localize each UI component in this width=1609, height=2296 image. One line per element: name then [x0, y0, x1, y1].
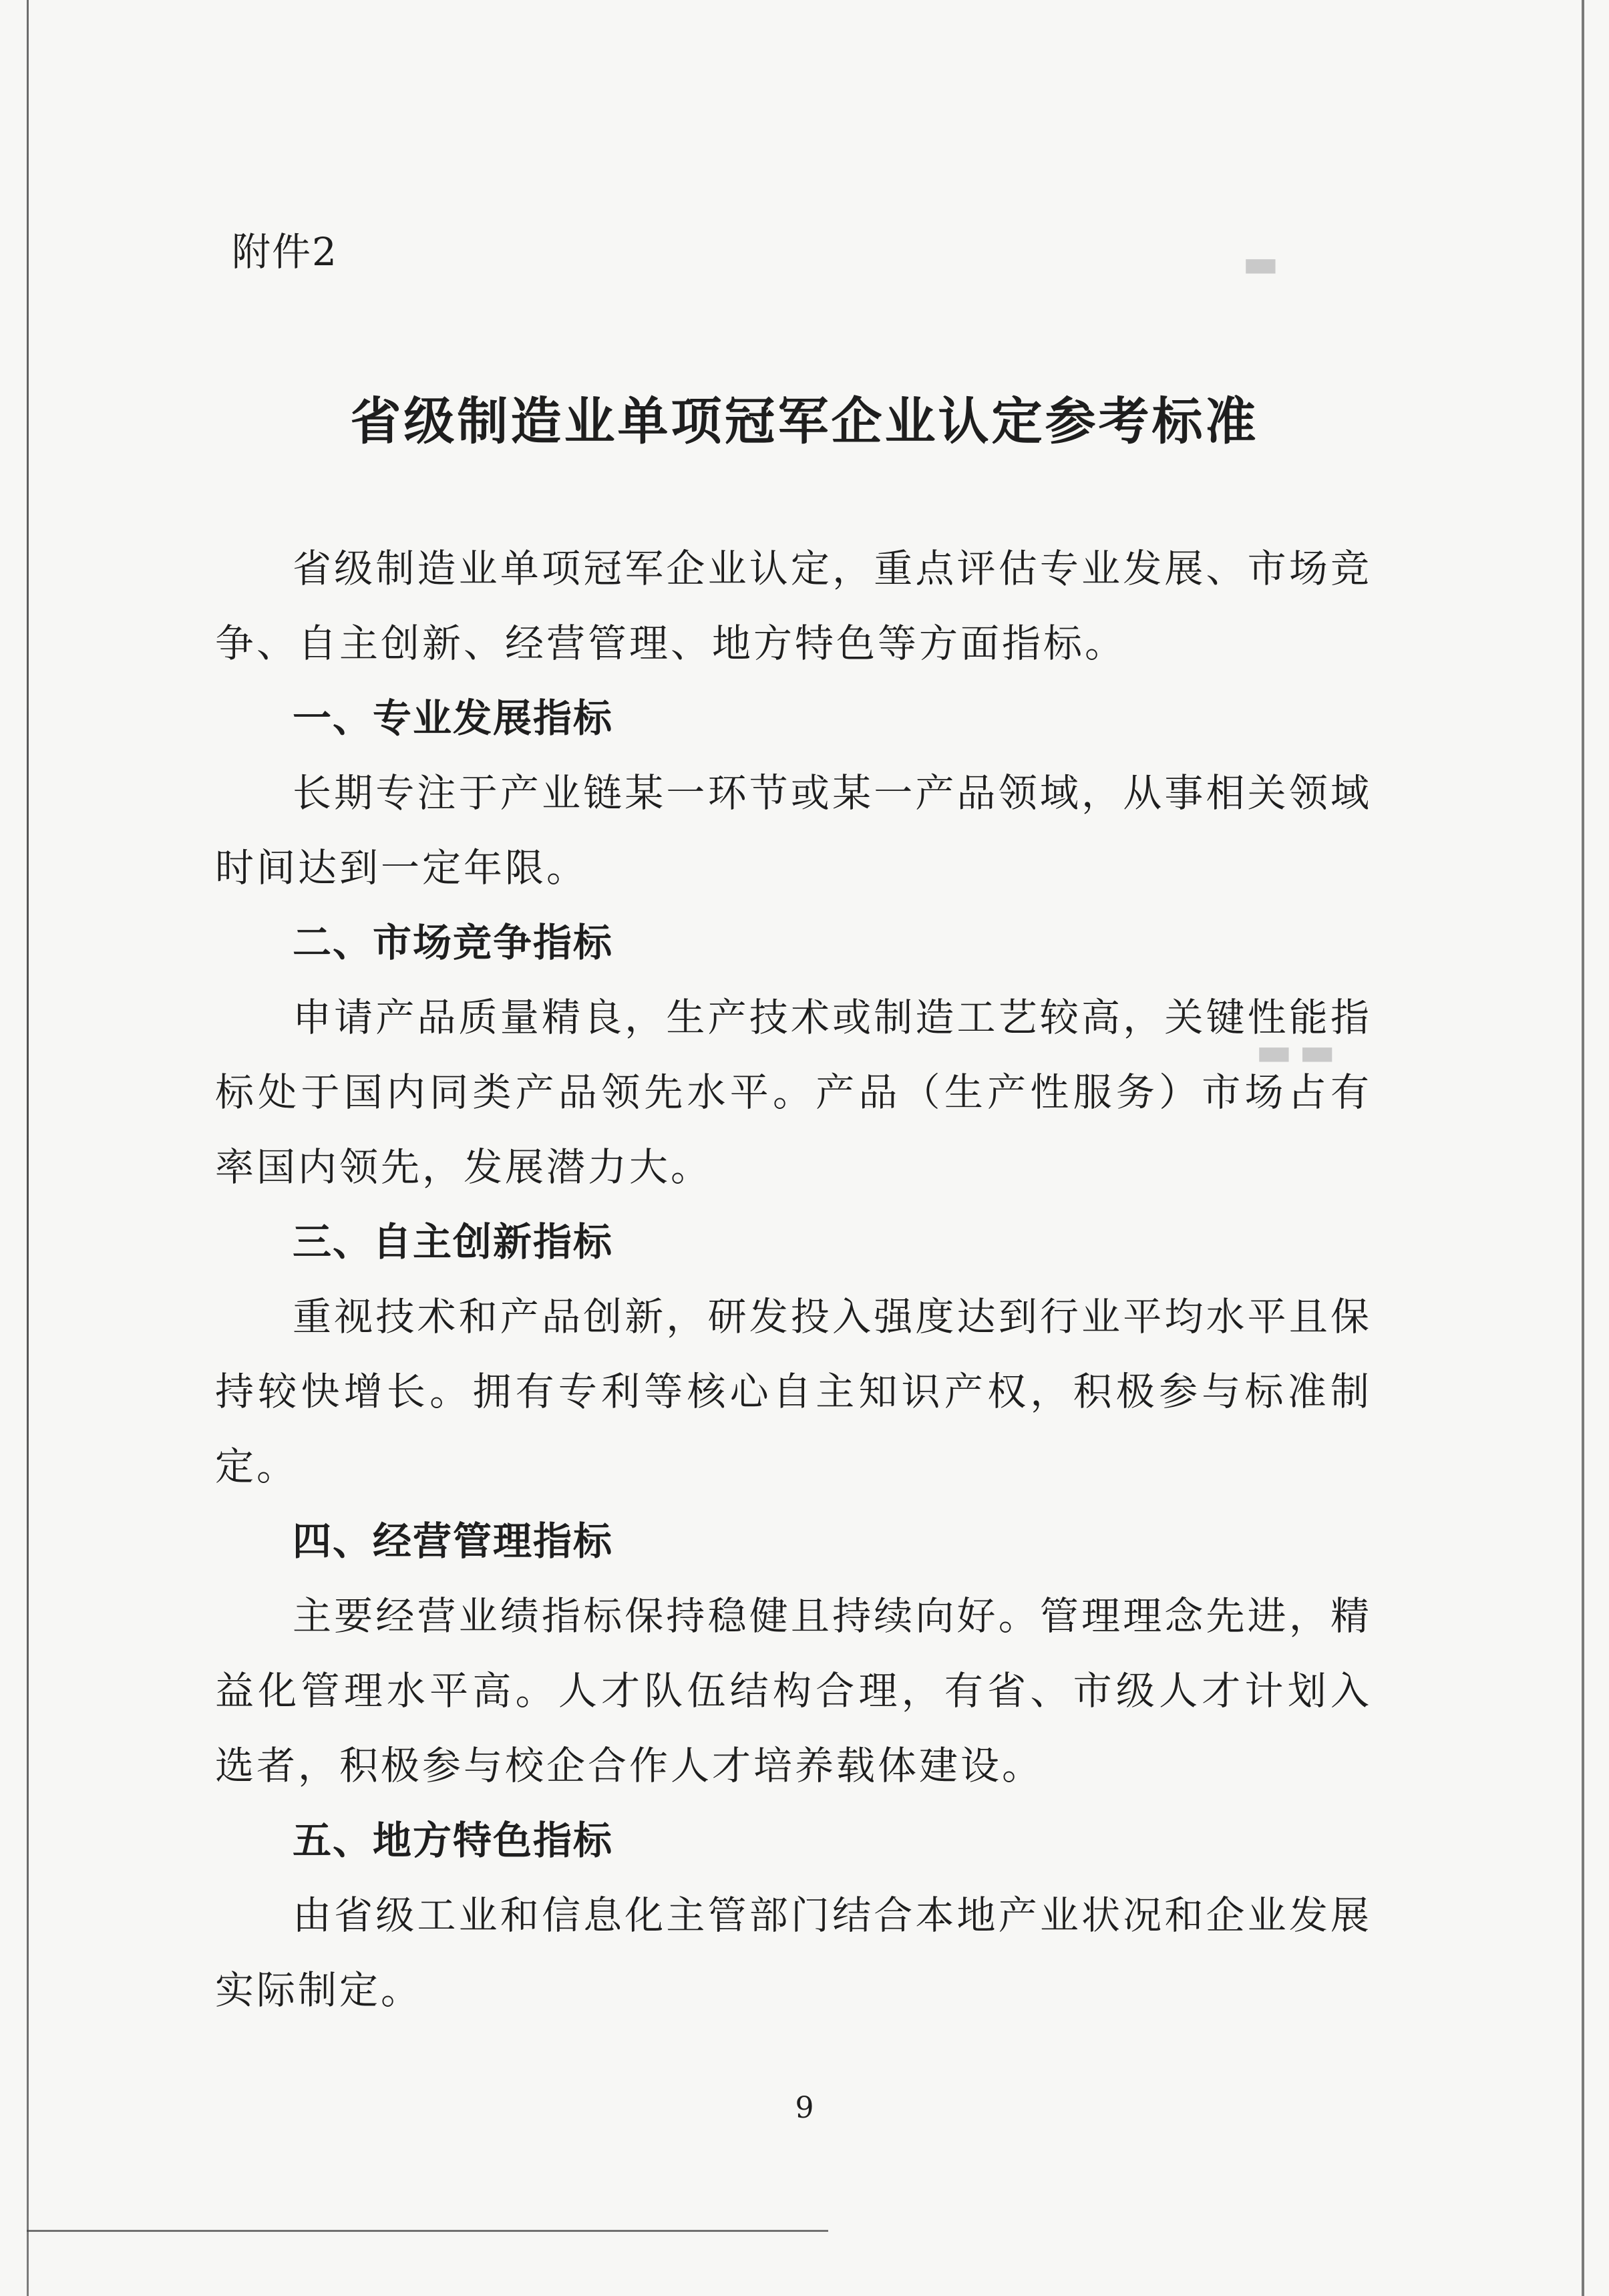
section-heading-market: 二、市场竞争指标: [293, 920, 614, 965]
bleed-through-mark: ▬: [1242, 240, 1286, 286]
document-body: [215, 531, 1372, 2027]
section-heading-innovation: 三、自主创新指标: [293, 1219, 614, 1265]
section-text-professional: 长期专注于产业链某一环节或某一产品领域，从事相关领域时间达到一定年限。: [215, 770, 1372, 890]
section-text-management: 主要经营业绩指标保持稳健且持续向好。管理理念先进，精益化管理水平高。人才队伍结构合理，有省、市级人才计划入选者，积极参与校企合作人才培养载体建设。: [215, 1593, 1372, 1788]
section-heading-management: 四、经营管理指标: [293, 1518, 614, 1564]
document-title: 省级制造业单项冠军企业认定参考标准: [350, 391, 1259, 451]
scan-edge-right: [1582, 0, 1584, 2296]
scan-edge-left: [27, 0, 29, 2296]
intro-paragraph: 省级制造业单项冠军企业认定，重点评估专业发展、市场竞争、自主创新、经营管理、地方特色等方面指标。: [215, 546, 1372, 666]
scan-edge-bottom: [27, 2230, 828, 2232]
section-text-innovation: 重视技术和产品创新，研发投入强度达到行业平均水平且保持较快增长。拥有专利等核心自主知识产权，积极参与标准制定。: [215, 1294, 1372, 1489]
bleed-through-mark: ▬▬: [1256, 1029, 1343, 1074]
page-number: 9: [795, 2091, 814, 2125]
section-heading-local: 五、地方特色指标: [293, 1818, 614, 1863]
section-text-market: 申请产品质量精良，生产技术或制造工艺较高，关键性能指标处于国内同类产品领先水平。产品（生产性服务）市场占有率国内领先，发展潜力大。: [215, 995, 1372, 1190]
section-heading-professional: 一、专业发展指标: [293, 695, 614, 741]
attachment-label: 附件2: [232, 229, 338, 275]
section-text-local: 由省级工业和信息化主管部门结合本地产业状况和企业发展实际制定。: [215, 1893, 1372, 2013]
